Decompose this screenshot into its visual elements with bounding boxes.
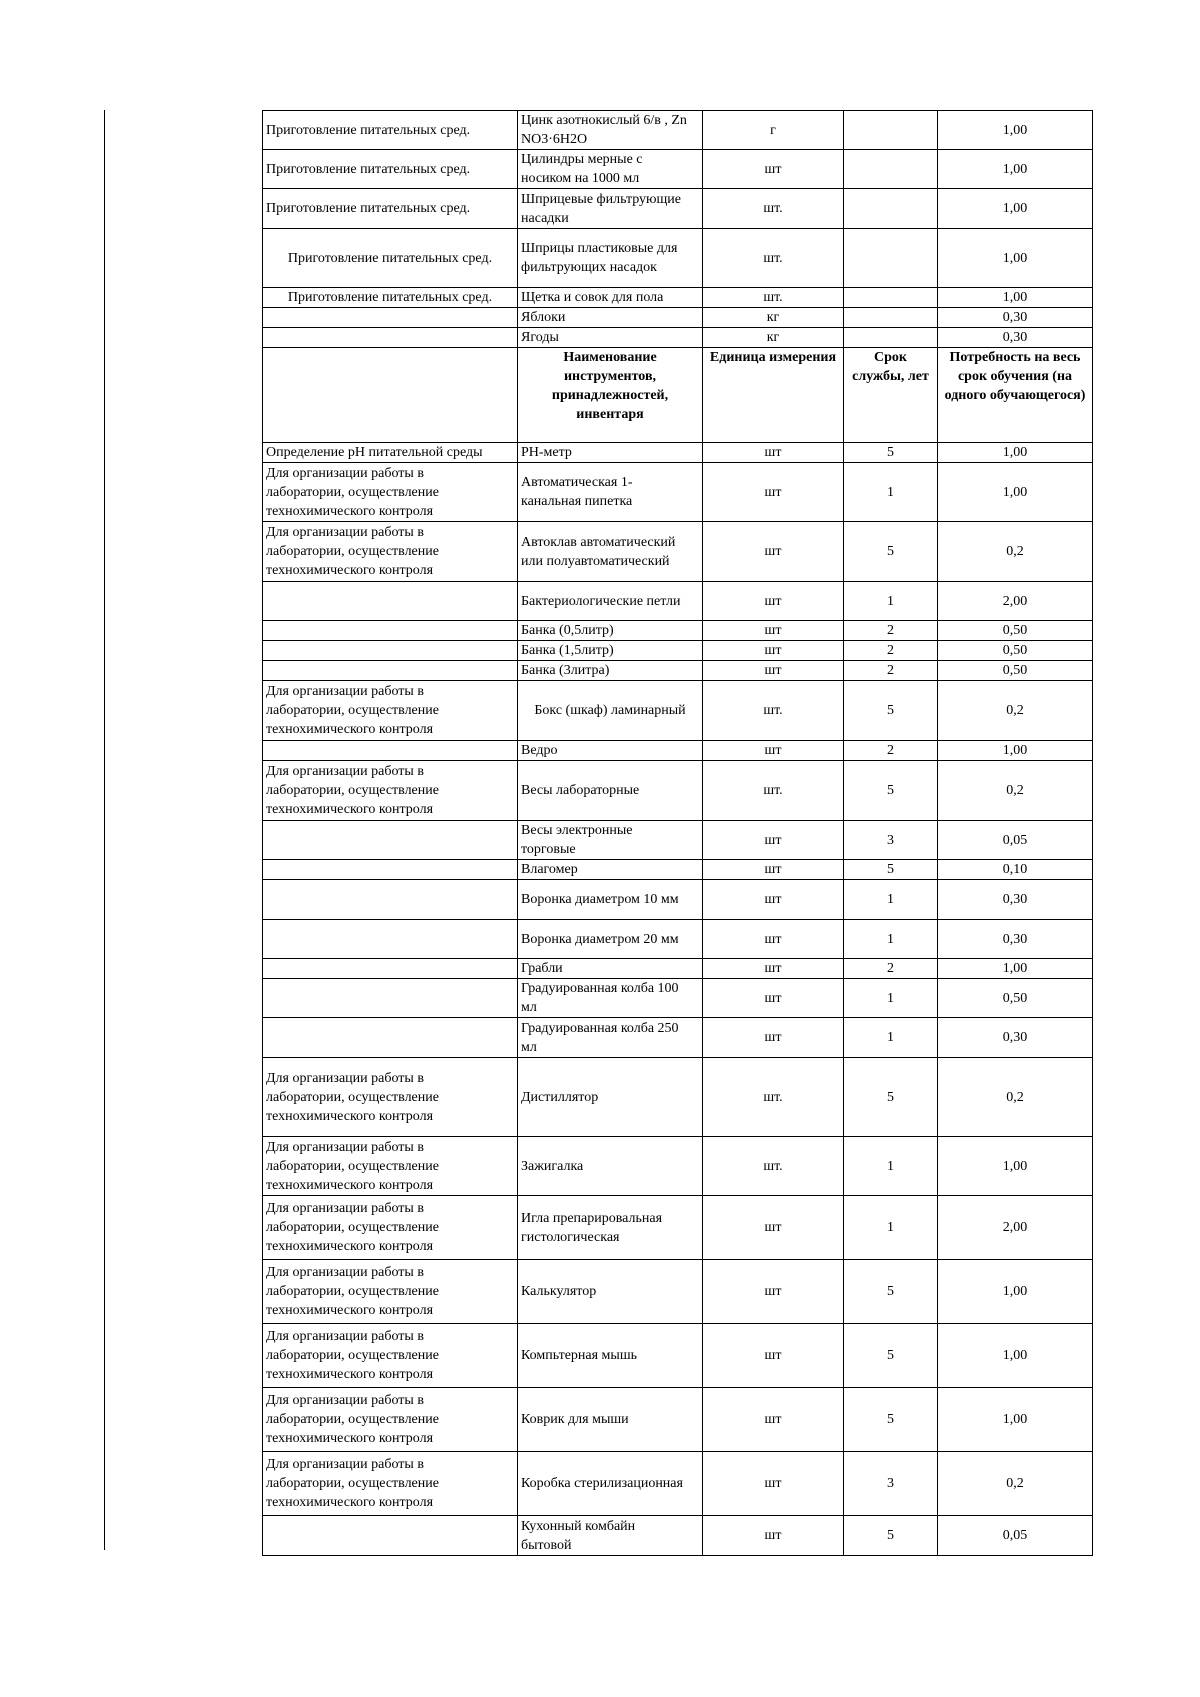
table-header-row	[263, 348, 1093, 443]
table-row	[263, 1388, 1093, 1452]
table-row	[263, 860, 1093, 880]
table-row	[263, 1260, 1093, 1324]
table-row	[263, 463, 1093, 522]
item-name-cell: Калькулятор	[518, 1260, 703, 1324]
table-row	[263, 880, 1093, 920]
need-cell: 0,30	[938, 880, 1093, 920]
unit-cell: шт	[703, 1516, 844, 1556]
table-row	[263, 1018, 1093, 1058]
purpose-cell	[263, 741, 518, 761]
item-name-cell: Дистиллятор	[518, 1058, 703, 1137]
service-life-cell: 2	[844, 661, 938, 681]
service-life-cell: 5	[844, 761, 938, 821]
table-row	[263, 443, 1093, 463]
service-life-cell	[844, 189, 938, 229]
table-row	[263, 741, 1093, 761]
purpose-cell: Определение рН питательной среды	[263, 443, 518, 463]
need-cell: 0,50	[938, 641, 1093, 661]
need-cell: 0,30	[938, 328, 1093, 348]
purpose-cell: Для организации работы в лаборатории, осуществление технохимического контроля	[263, 681, 518, 741]
table-row	[263, 582, 1093, 621]
item-name-cell: Ведро	[518, 741, 703, 761]
service-life-cell: 5	[844, 443, 938, 463]
purpose-cell: Приготовление питательных сред.	[263, 189, 518, 229]
item-name-cell: Градуированная колба 250 мл	[518, 1018, 703, 1058]
item-name-cell: Весы лабораторные	[518, 761, 703, 821]
item-name-cell: Бактериологические петли	[518, 582, 703, 621]
service-life-cell: 1	[844, 463, 938, 522]
purpose-cell	[263, 821, 518, 860]
item-name-cell: Зажигалка	[518, 1137, 703, 1196]
table-row	[263, 111, 1093, 150]
unit-cell: шт	[703, 959, 844, 979]
unit-cell: шт	[703, 522, 844, 582]
service-life-cell: 5	[844, 1388, 938, 1452]
unit-cell: шт	[703, 1324, 844, 1388]
item-name-cell: Шприцы пластиковые для фильтрующих насадок	[518, 229, 703, 288]
item-name-cell: Коробка стерилизационная	[518, 1452, 703, 1516]
item-name-cell: Щетка и совок для пола	[518, 288, 703, 308]
table-row	[263, 1137, 1093, 1196]
service-life-cell: 5	[844, 681, 938, 741]
service-life-cell: 1	[844, 582, 938, 621]
service-life-cell: 1	[844, 880, 938, 920]
service-life-cell: 1	[844, 920, 938, 959]
purpose-cell: Для организации работы в лаборатории, осуществление технохимического контроля	[263, 1137, 518, 1196]
service-life-cell: 2	[844, 621, 938, 641]
service-life-cell	[844, 288, 938, 308]
table-row	[263, 1058, 1093, 1137]
table-row	[263, 661, 1093, 681]
table-row	[263, 288, 1093, 308]
unit-cell: шт	[703, 979, 844, 1018]
need-cell: 0,05	[938, 1516, 1093, 1556]
purpose-cell	[263, 308, 518, 328]
purpose-cell: Для организации работы в лаборатории, осуществление технохимического контроля	[263, 1058, 518, 1137]
item-name-cell: Компьтерная мышь	[518, 1324, 703, 1388]
item-name-cell: Банка (3литра)	[518, 661, 703, 681]
unit-cell: кг	[703, 308, 844, 328]
need-cell: 1,00	[938, 288, 1093, 308]
need-cell: 0,10	[938, 860, 1093, 880]
unit-cell: шт	[703, 463, 844, 522]
need-cell: 1,00	[938, 443, 1093, 463]
purpose-cell	[263, 621, 518, 641]
purpose-cell: Приготовление питательных сред.	[263, 288, 518, 308]
purpose-cell: Для организации работы в лаборатории, осуществление технохимического контроля	[263, 463, 518, 522]
need-cell: 1,00	[938, 1388, 1093, 1452]
need-cell: 1,00	[938, 959, 1093, 979]
purpose-cell: Для организации работы в лаборатории, осуществление технохимического контроля	[263, 1260, 518, 1324]
unit-cell: шт.	[703, 229, 844, 288]
unit-cell: шт	[703, 1260, 844, 1324]
service-life-cell: Срок службы, лет	[844, 348, 938, 443]
unit-cell: шт	[703, 821, 844, 860]
item-name-cell: Банка (1,5литр)	[518, 641, 703, 661]
table-row	[263, 761, 1093, 821]
unit-cell: шт	[703, 741, 844, 761]
unit-cell: шт	[703, 1018, 844, 1058]
need-cell: 0,2	[938, 1452, 1093, 1516]
table-row	[263, 959, 1093, 979]
need-cell: 0,2	[938, 681, 1093, 741]
unit-cell: шт	[703, 860, 844, 880]
service-life-cell: 5	[844, 1058, 938, 1137]
service-life-cell: 5	[844, 1516, 938, 1556]
need-cell: 0,50	[938, 979, 1093, 1018]
item-name-cell: Наименование инструментов, принадлежностей, инвентаря	[518, 348, 703, 443]
purpose-cell	[263, 1516, 518, 1556]
table-row	[263, 189, 1093, 229]
service-life-cell: 5	[844, 522, 938, 582]
item-name-cell: Градуированная колба 100 мл	[518, 979, 703, 1018]
item-name-cell: Ягоды	[518, 328, 703, 348]
unit-cell: шт.	[703, 1058, 844, 1137]
item-name-cell: Влагомер	[518, 860, 703, 880]
purpose-cell	[263, 661, 518, 681]
unit-cell: шт	[703, 443, 844, 463]
service-life-cell: 5	[844, 860, 938, 880]
service-life-cell: 5	[844, 1260, 938, 1324]
item-name-cell: Автоматическая 1- канальная пипетка	[518, 463, 703, 522]
table-row	[263, 328, 1093, 348]
table-row	[263, 1196, 1093, 1260]
unit-cell: шт	[703, 880, 844, 920]
table-row	[263, 1516, 1093, 1556]
table-row	[263, 641, 1093, 661]
service-life-cell: 1	[844, 1137, 938, 1196]
unit-cell: шт	[703, 920, 844, 959]
purpose-cell: Приготовление питательных сред.	[263, 150, 518, 189]
item-name-cell: Бокс (шкаф) ламинарный	[518, 681, 703, 741]
unit-cell: шт.	[703, 288, 844, 308]
need-cell: 1,00	[938, 1324, 1093, 1388]
item-name-cell: Яблоки	[518, 308, 703, 328]
unit-cell: г	[703, 111, 844, 150]
unit-cell: шт.	[703, 681, 844, 741]
service-life-cell: 5	[844, 1324, 938, 1388]
item-name-cell: Цинк азотнокислый 6/в , Zn NO3·6H2O	[518, 111, 703, 150]
need-cell: 2,00	[938, 582, 1093, 621]
service-life-cell: 1	[844, 1018, 938, 1058]
unit-cell: Единица измерения	[703, 348, 844, 443]
unit-cell: шт	[703, 641, 844, 661]
need-cell: 1,00	[938, 150, 1093, 189]
unit-cell: шт.	[703, 189, 844, 229]
unit-cell: шт	[703, 621, 844, 641]
need-cell: 1,00	[938, 1260, 1093, 1324]
service-life-cell	[844, 111, 938, 150]
service-life-cell: 2	[844, 741, 938, 761]
unit-cell: кг	[703, 328, 844, 348]
need-cell: 0,50	[938, 621, 1093, 641]
purpose-cell	[263, 880, 518, 920]
unit-cell: шт	[703, 1388, 844, 1452]
item-name-cell: Шприцевые фильтрующие насадки	[518, 189, 703, 229]
purpose-cell	[263, 920, 518, 959]
service-life-cell: 3	[844, 1452, 938, 1516]
purpose-cell	[263, 328, 518, 348]
need-cell: 0,2	[938, 1058, 1093, 1137]
table-row	[263, 979, 1093, 1018]
purpose-cell	[263, 348, 518, 443]
service-life-cell: 1	[844, 1196, 938, 1260]
unit-cell: шт	[703, 150, 844, 189]
unit-cell: шт	[703, 582, 844, 621]
purpose-cell: Для организации работы в лаборатории, осуществление технохимического контроля	[263, 761, 518, 821]
purpose-cell	[263, 582, 518, 621]
table-row	[263, 308, 1093, 328]
unit-cell: шт.	[703, 1137, 844, 1196]
need-cell: 0,2	[938, 522, 1093, 582]
need-cell: 0,30	[938, 920, 1093, 959]
item-name-cell: Воронка диаметром 20 мм	[518, 920, 703, 959]
unit-cell: шт	[703, 661, 844, 681]
service-life-cell: 2	[844, 959, 938, 979]
table-row	[263, 621, 1093, 641]
service-life-cell: 2	[844, 641, 938, 661]
item-name-cell: Воронка диаметром 10 мм	[518, 880, 703, 920]
service-life-cell: 1	[844, 979, 938, 1018]
need-cell: 1,00	[938, 1137, 1093, 1196]
table-row	[263, 229, 1093, 288]
need-cell: 1,00	[938, 741, 1093, 761]
purpose-cell	[263, 641, 518, 661]
purpose-cell: Для организации работы в лаборатории, осуществление технохимического контроля	[263, 522, 518, 582]
purpose-cell: Для организации работы в лаборатории, осуществление технохимического контроля	[263, 1388, 518, 1452]
need-cell: 0,2	[938, 761, 1093, 821]
table-row	[263, 150, 1093, 189]
purpose-cell	[263, 1018, 518, 1058]
item-name-cell: Цилиндры мерные с носиком на 1000 мл	[518, 150, 703, 189]
inventory-table-body	[263, 111, 1093, 1556]
need-cell: 1,00	[938, 189, 1093, 229]
purpose-cell: Для организации работы в лаборатории, осуществление технохимического контроля	[263, 1324, 518, 1388]
unit-cell: шт	[703, 1452, 844, 1516]
need-cell: 1,00	[938, 463, 1093, 522]
need-cell: 0,05	[938, 821, 1093, 860]
need-cell: 0,50	[938, 661, 1093, 681]
item-name-cell: Весы электронные торговые	[518, 821, 703, 860]
item-name-cell: Грабли	[518, 959, 703, 979]
need-cell: 0,30	[938, 1018, 1093, 1058]
table-row	[263, 920, 1093, 959]
item-name-cell: Коврик для мыши	[518, 1388, 703, 1452]
table-row	[263, 1452, 1093, 1516]
purpose-cell: Для организации работы в лаборатории, осуществление технохимического контроля	[263, 1196, 518, 1260]
item-name-cell: Игла препарировальная гистологическая	[518, 1196, 703, 1260]
item-name-cell: Автоклав автоматический или полуавтоматический	[518, 522, 703, 582]
table-row	[263, 522, 1093, 582]
need-cell: 1,00	[938, 111, 1093, 150]
purpose-cell	[263, 860, 518, 880]
purpose-cell: Для организации работы в лаборатории, осуществление технохимического контроля	[263, 1452, 518, 1516]
service-life-cell	[844, 308, 938, 328]
unit-cell: шт.	[703, 761, 844, 821]
inventory-table	[262, 110, 1093, 1556]
table-row	[263, 681, 1093, 741]
purpose-cell	[263, 979, 518, 1018]
need-cell: 0,30	[938, 308, 1093, 328]
unit-cell: шт	[703, 1196, 844, 1260]
service-life-cell	[844, 229, 938, 288]
service-life-cell	[844, 328, 938, 348]
item-name-cell: Банка (0,5литр)	[518, 621, 703, 641]
purpose-cell: Приготовление питательных сред.	[263, 229, 518, 288]
need-cell: 2,00	[938, 1196, 1093, 1260]
purpose-cell	[263, 959, 518, 979]
table-row	[263, 821, 1093, 860]
page-margin-line	[104, 110, 105, 1550]
need-cell: 1,00	[938, 229, 1093, 288]
table-row	[263, 1324, 1093, 1388]
service-life-cell	[844, 150, 938, 189]
service-life-cell: 3	[844, 821, 938, 860]
item-name-cell: Кухонный комбайн бытовой	[518, 1516, 703, 1556]
item-name-cell: РН-метр	[518, 443, 703, 463]
need-cell: Потребность на весь срок обучения (на одного обучающегося)	[938, 348, 1093, 443]
purpose-cell: Приготовление питательных сред.	[263, 111, 518, 150]
